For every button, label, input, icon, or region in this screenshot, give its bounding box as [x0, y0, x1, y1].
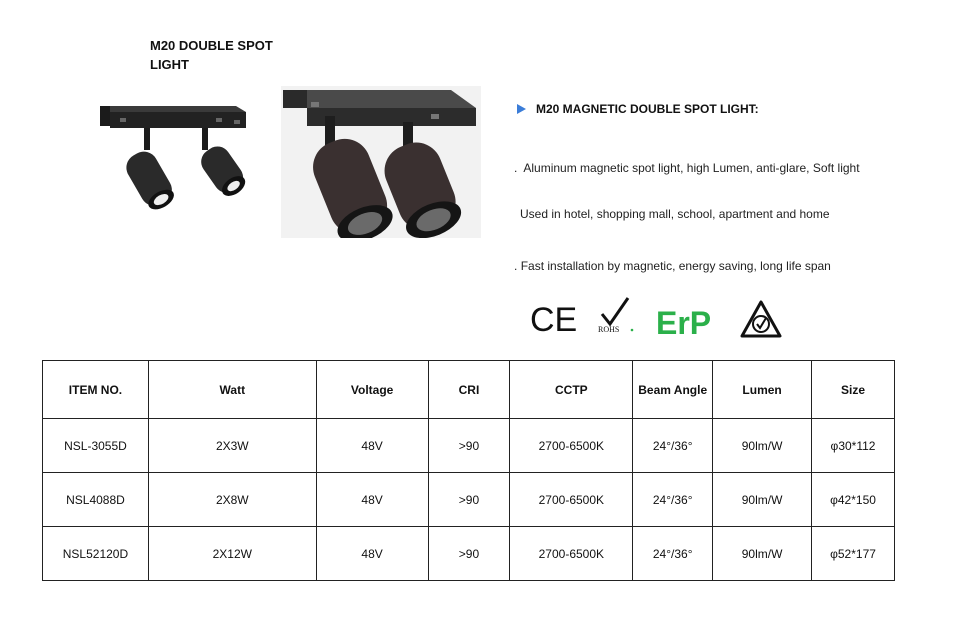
- table-cell: 2X3W: [148, 419, 316, 473]
- table-cell: 48V: [316, 527, 428, 581]
- description-line-2: Used in hotel, shopping mall, school, apartment and home: [520, 207, 830, 221]
- rcm-mark-icon: [742, 302, 780, 336]
- certification-logos: [530, 296, 790, 342]
- table-cell: 90lm/W: [713, 473, 812, 527]
- table-cell: 2700-6500K: [510, 473, 633, 527]
- column-header: Beam Angle: [633, 361, 713, 419]
- product-image-large: [281, 86, 481, 238]
- rohs-label: ROHS: [598, 325, 620, 334]
- table-cell: 48V: [316, 419, 428, 473]
- table-cell: φ30*112: [812, 419, 895, 473]
- table-cell: 24°/36°: [633, 473, 713, 527]
- table-cell: >90: [428, 419, 510, 473]
- table-cell: φ42*150: [812, 473, 895, 527]
- column-header: CCTP: [510, 361, 633, 419]
- table-cell: NSL4088D: [43, 473, 149, 527]
- column-header: CRI: [428, 361, 510, 419]
- table-row: [43, 527, 895, 581]
- table-row: [43, 419, 895, 473]
- table-cell: 48V: [316, 473, 428, 527]
- table-cell: 24°/36°: [633, 527, 713, 581]
- table-cell: φ52*177: [812, 527, 895, 581]
- column-header: Voltage: [316, 361, 428, 419]
- product-image-small: [96, 98, 248, 210]
- spec-table: [42, 360, 895, 581]
- column-header: ITEM NO.: [43, 361, 149, 419]
- table-cell: 2X8W: [148, 473, 316, 527]
- table-row: [43, 473, 895, 527]
- table-cell: 90lm/W: [713, 419, 812, 473]
- bullet-dot: .: [514, 161, 518, 175]
- bullet-dot: .: [514, 259, 518, 273]
- product-title: M20 DOUBLE SPOT LIGHT: [150, 38, 273, 72]
- table-cell: 90lm/W: [713, 527, 812, 581]
- column-header: Watt: [148, 361, 316, 419]
- description-line-1-text: Aluminum magnetic spot light, high Lumen, anti-glare, Soft light: [523, 161, 860, 175]
- description-line-3-text: Fast installation by magnetic, energy saving, long life span: [520, 259, 831, 273]
- table-cell: >90: [428, 527, 510, 581]
- table-cell: 2X12W: [148, 527, 316, 581]
- column-header: Lumen: [713, 361, 812, 419]
- rohs-logo: [598, 298, 633, 334]
- table-cell: NSL52120D: [43, 527, 149, 581]
- description-heading-text: M20 MAGNETIC DOUBLE SPOT LIGHT:: [536, 102, 759, 116]
- description-line-3: [514, 259, 831, 273]
- column-header: Size: [812, 361, 895, 419]
- arrow-bullet-icon: [517, 104, 526, 114]
- description-heading: [517, 102, 759, 116]
- erp-mark: ErP: [656, 305, 712, 341]
- table-cell: 2700-6500K: [510, 527, 633, 581]
- table-cell: 24°/36°: [633, 419, 713, 473]
- table-header-row: [43, 361, 895, 419]
- description-line-1: [514, 161, 860, 175]
- ce-mark: CE: [530, 301, 578, 339]
- table-cell: 2700-6500K: [510, 419, 633, 473]
- table-cell: >90: [428, 473, 510, 527]
- table-cell: NSL-3055D: [43, 419, 149, 473]
